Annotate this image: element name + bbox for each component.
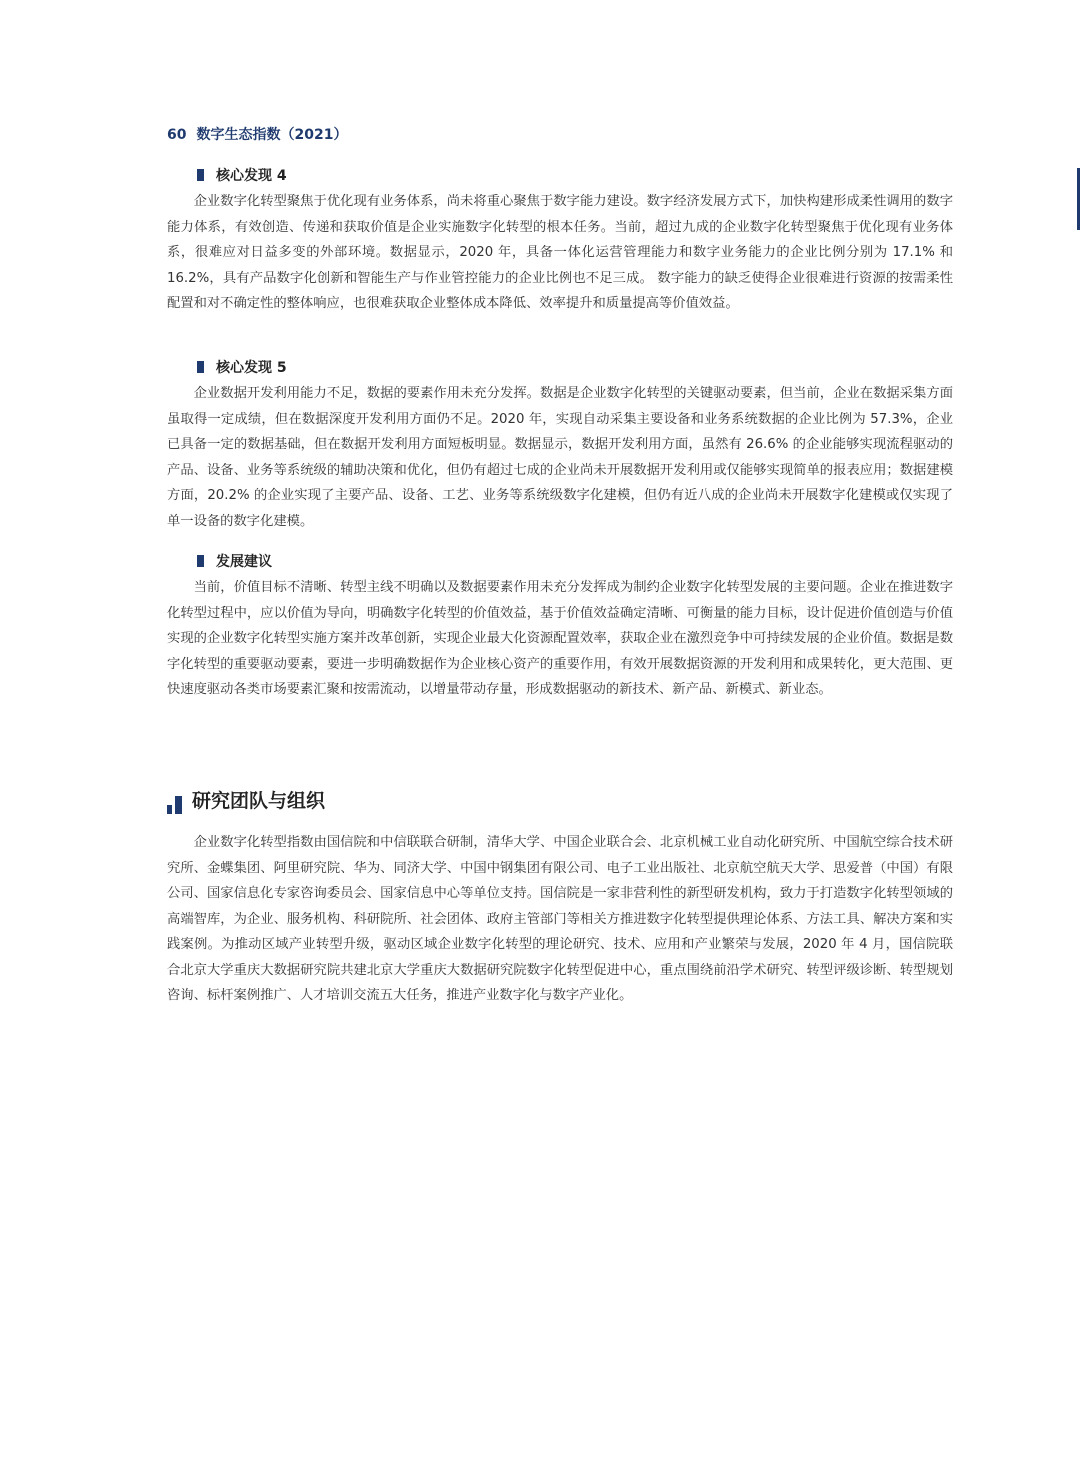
team-heading-text: 研究团队与组织	[192, 790, 326, 812]
suggestion-paragraph: 当前，价值目标不清晰、转型主线不明确以及数据要素作用未充分发挥成为制约企业数字化转型发展的主要问题。企业在推进数字化转型过程中，应以价值为导向，明确数字化转型的价值效益，基于价值效益确定清晰、可衡量的能力目标，设计促进价值创造与价值实现的企业数字化转型实施方案并改革创新，实现企业最大化资源配置效率，获取企业在激烈竞争中可持续发展的企业价值。数据是数字化转型的重要驱动要素，要进一步明确数据作为企业核心资产的重要作用，有效开展数据资源的开发利用和成果转化，更大范围、更快速度驱动各类市场要素汇聚和按需流动，以增量带动存量，形成数据驱动的新技术、新产品、新模式、新业态。	[167, 580, 953, 697]
finding5-heading	[197, 357, 287, 377]
suggestion-heading-text: 发展建议	[216, 554, 272, 570]
heading-marker-icon	[197, 169, 204, 181]
suggestion-heading	[197, 551, 272, 571]
heading-marker-icon	[197, 555, 204, 567]
finding5-heading-text: 核心发现 5	[216, 360, 287, 376]
page-header	[167, 124, 347, 144]
heading-marker-icon	[197, 361, 204, 373]
finding4-heading-text: 核心发现 4	[216, 168, 287, 184]
finding4-heading	[197, 165, 287, 185]
document-title: 数字生态指数（2021）	[196, 127, 348, 143]
team-paragraph: 企业数字化转型指数由国信院和中信联联合研制，清华大学、中国企业联合会、北京机械工业自动化研究所、中国航空综合技术研究所、金蝶集团、阿里研究院、华为、同济大学、中国中钢集团有限公司、电子工业出版社、北京航空航天大学、思爱普（中国）有限公司、国家信息化专家咨询委员会、国家信息中心等单位支持。国信院是一家非营利性的新型研发机构，致力于打造数字化转型领域的高端智库，为企业、服务机构、科研院所、社会团体、政府主管部门等相关方推进数字化转型提供理论体系、方法工具、解决方案和实践案例。为推动区域产业转型升级，驱动区域企业数字化转型的理论研究、技术、应用和产业繁荣与发展，2020 年 4 月，国信院联合北京大学重庆大数据研究院共建北京大学重庆大数据研究院数字化转型促进中心，重点围绕前沿学术研究、转型评级诊断、转型规划咨询、标杆案例推广、人才培训交流五大任务，推进产业数字化与数字产业化。	[167, 835, 953, 1003]
finding5-paragraph: 企业数据开发利用能力不足，数据的要素作用未充分发挥。数据是企业数字化转型的关键驱动要素，但当前，企业在数据采集方面虽取得一定成绩，但在数据深度开发利用方面仍不足。2020 年，实现自动采集主要设备和业务系统数据的企业比例为 57.3%，企业已具备一定的数据基础，但在数据开发利用方面短板明显。数据显示，数据开发利用方面，虽然有 26.6% 的企业能够实现流程驱动的产品、设备、业务等系统级的辅助决策和优化，但仍有超过七成的企业尚未开展数据开发利用或仅能够实现简单的报表应用；数据建模方面，20.2% 的企业实现了主要产品、设备、工艺、业务等系统级数字化建模，但仍有近八成的企业尚未开展数字化建模或仅实现了单一设备的数字化建模。	[167, 386, 953, 529]
finding4-paragraph: 企业数字化转型聚焦于优化现有业务体系，尚未将重心聚焦于数字能力建设。数字经济发展方式下，加快构建形成柔性调用的数字能力体系，有效创造、传递和获取价值是企业实施数字化转型的根本任务。当前，超过九成的企业数字化转型聚焦于优化现有业务体系，很难应对日益多变的外部环境。数据显示，2020 年，具备一体化运营管理能力和数字业务能力的企业比例分别为 17.1% 和 16.2%，具有产品数字化创新和智能生产与作业管控能力的企业比例也不足三成。 数字能力的缺乏使得企业很难进行资源的按需柔性配置和对不确定性的整体响应，也很难获取企业整体成本降低、效率提升和质量提高等价值效益。	[167, 194, 953, 311]
section-bars-icon	[167, 792, 182, 814]
team-section-heading	[167, 786, 325, 814]
page-number: 60	[167, 127, 187, 143]
